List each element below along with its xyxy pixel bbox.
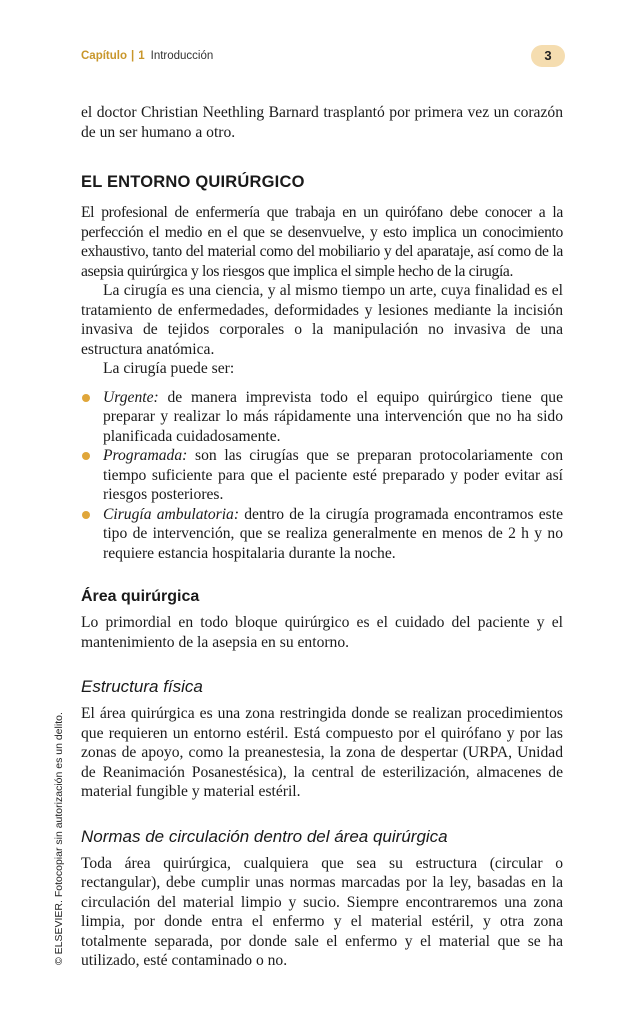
list-item-text: de manera imprevista todo el equipo quirúrgico tiene que preparar y realizar lo más rápidamente una intervención que no ha sido planificada cuidadosamente. [103, 388, 563, 445]
section-heading-normas: Normas de circulación dentro del área quirúrgica [81, 826, 448, 846]
intro-paragraph: el doctor Christian Neethling Barnard trasplantó por primera vez un corazón de un ser humano a otro. [81, 104, 563, 141]
section-heading-estructura: Estructura física [81, 677, 203, 696]
section-heading-area: Área quirúrgica [81, 588, 200, 605]
paragraph-estructura: El área quirúrgica es una zona restringida donde se realizan procedimientos que requieren un entorno estéril. Está compuesto por el quirófano y por las zonas de apoyo, como la preanestesia, la zona de despertar (URPA, Unidad de Reanimación Posanestésica), la central de esterilización, almacenes de material fungible y material estéril. [81, 705, 563, 800]
list-item [81, 505, 563, 564]
paragraph-entorno-1: El profesional de enfermería que trabaja en un quirófano debe conocer a la perfección el medio en el que se desenvuelve, y esto implica un conocimiento exhaustivo, tanto del material como del mobiliario y del aparataje, así como de la asepsia quirúrgica y los riesgos que implica el simple hecho de la cirugía. [81, 204, 563, 280]
copyright-sidebar: © ELSEVIER. Fotocopiar sin autorización es un delito. [53, 712, 65, 965]
chapter-title: Introducción [150, 50, 214, 62]
bullet-icon [82, 452, 90, 460]
bullet-icon [82, 511, 90, 519]
paragraph-entorno-2: La cirugía es una ciencia, y al mismo tiempo un arte, cuya finalidad es el tratamiento de enfermedades, deformidades y lesiones mediante la incisión invasiva de tejidos corporales o la manipulación no invasiva de una estructura anatómica. [81, 282, 563, 358]
page-body [81, 103, 563, 971]
surgery-types-list [81, 388, 563, 564]
paragraph-normas: Toda área quirúrgica, cualquiera que sea su estructura (circular o rectangular), debe cumplir unas normas marcadas por la ley, basadas en la circulación del material limpio y sucio. Siempre encontraremos una zona limpia, por donde entra el enfermo y el material estéril, y otra zona totalmente separada, por donde sale el enfermo y el material que se ha utilizado, esté contaminado o no. [81, 854, 563, 969]
chapter-label: Capítulo [81, 50, 127, 62]
list-item-text: son las cirugías que se preparan protocolariamente con tiempo suficiente para que el paciente esté preparado y poder evitar así riesgos posteriores. [103, 447, 563, 503]
list-item-term: Programada: [103, 447, 188, 464]
list-item-term: Urgente: [103, 388, 159, 406]
paragraph-entorno-3: La cirugía puede ser: [103, 360, 235, 377]
list-item [81, 388, 563, 447]
chapter-number: 1 [138, 50, 145, 62]
list-item-text: dentro de la cirugía programada encontramos este tipo de intervención, que se realiza generalmente en menos de 2 h y no requiere estancia hospitalaria durante la noche. [103, 505, 563, 562]
bullet-icon [82, 394, 90, 402]
page-number: 3 [531, 45, 565, 67]
section-heading-entorno: EL ENTORNO QUIRÚRGICO [81, 173, 305, 191]
running-header [81, 50, 563, 68]
header-separator: | [131, 50, 135, 62]
paragraph-area: Lo primordial en todo bloque quirúrgico es el cuidado del paciente y el mantenimiento de la asepsia en su entorno. [81, 614, 563, 651]
list-item-term: Cirugía ambulatoria: [103, 505, 240, 523]
list-item [81, 446, 563, 505]
